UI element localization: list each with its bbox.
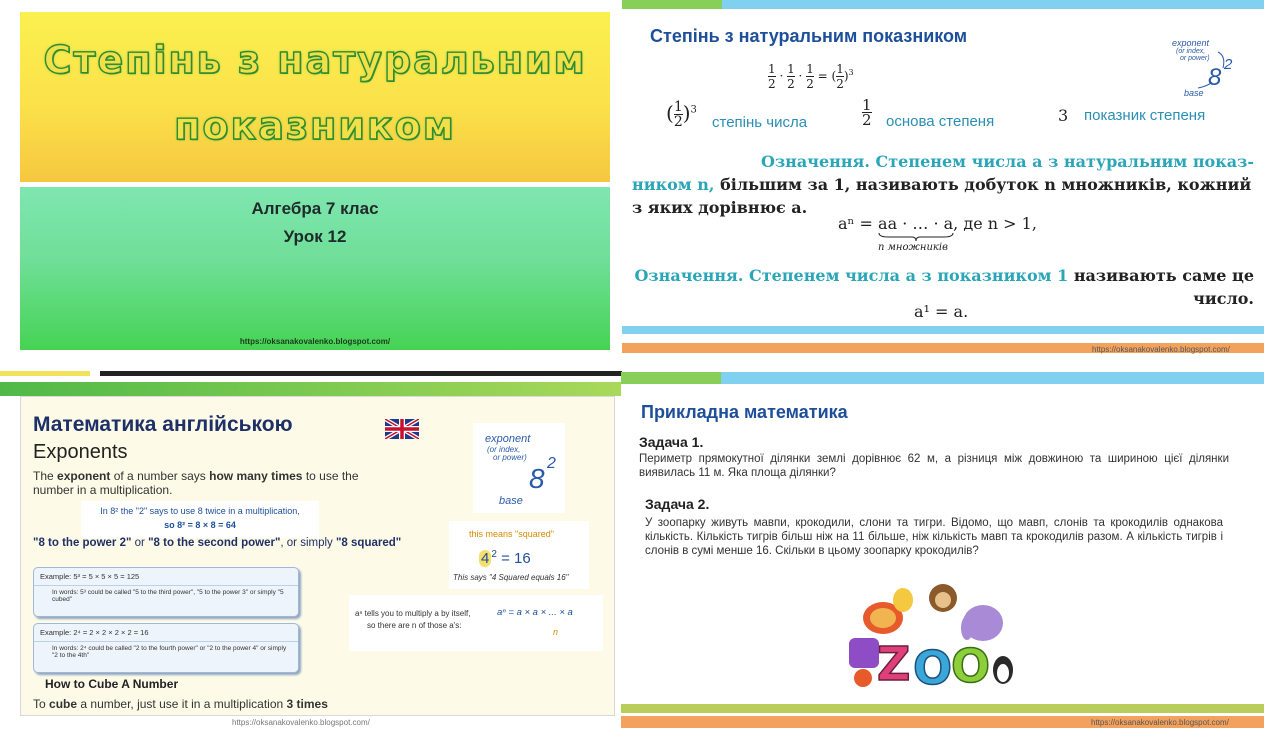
slide-1[interactable] [0,0,622,360]
definition-1-label: Означення. [761,152,870,171]
en-diagram-base: base [499,495,523,507]
zoo-letter-o2: O [951,639,991,693]
diagram-base-label: base [1184,88,1204,98]
an-n: n [553,627,559,637]
box-2-title: Example: 2⁴ = 2 × 2 × 2 × 2 = 16 [34,624,298,642]
s4-top-stripe-blue [721,372,1264,384]
squared-eq: = 16 [501,550,531,567]
example-8-squared [81,501,319,538]
slide-1-title-line-1: Степінь з натуральним [43,38,587,82]
phrase-3: "8 squared" [335,537,402,549]
definition-1-teal-2: ником n, [632,175,715,194]
power-exp: 3 [690,104,697,116]
en-diagram-eight: 8 [529,463,545,494]
definition-2-label: Означення. [634,266,744,285]
definition-1-rest: більшим за 1, називають добуток n множників, кожний з яких дорівнює a. [632,175,1252,217]
example-box-2-fourth [33,623,299,673]
diagram-arrows [1168,38,1248,100]
an-line-1: aⁿ tells you to multiply a by itself, [355,609,471,618]
top-stripe-blue [722,0,1264,9]
bottom-stripe-blue [622,326,1264,334]
formula-2: a¹ = a. [914,302,969,321]
power-den: 2 [673,114,683,130]
slide-1-title-line-2: показником [174,104,456,148]
slide-2-title: Степінь з натуральним показником [650,26,968,46]
task-1-title: Задача 1. [639,434,704,450]
task-2-title: Задача 2. [645,496,710,512]
example-8-line-2: so 8² = 8 × 8 = 64 [164,520,236,530]
cube-text [33,697,328,711]
slide-1-url: https://oksanakovalenko.blogspot.com/ [239,337,391,346]
phrase-2: "8 to the second power" [148,537,281,549]
label-base: основа степеня [886,113,995,130]
squared-caption: This says "4 Squared equals 16" [453,573,569,582]
uk-flag-icon [385,419,419,439]
cube-times: 3 times [286,697,328,711]
formula-1: aⁿ = aa · … · a, де n > 1, [838,214,1037,233]
a-power-n-box [349,595,603,651]
definition-2-teal: Степенем числа a з показником 1 [749,266,1069,285]
base-example: $\frac{1}{2}$ [862,96,872,129]
slide-1-course: Алгебра 7 клас [251,199,379,218]
product-formula: $\frac{1}{2}$ · $\frac{1}{2}$ · $\frac{1}{2}$ = ( $\frac{1}{2}$ )$^3$ [768,62,854,91]
slide-3-header-stripe [0,371,90,376]
intro-post: to use the number in a multiplication. [33,469,359,497]
slide-3-title: Математика англійською [33,413,293,436]
intro-mid: of a number says [113,469,206,483]
zoo-animals-picture [843,578,1021,698]
intro-pre: The [33,469,54,483]
box-2-text: In words: 2⁴ could be called "2 to the fourth power" or "2 to the power 4" or simply "2 to the 4th" [52,645,287,659]
top-stripe-green [622,0,722,9]
definition-1 [632,150,1254,219]
en-diagram-exponent: exponent [485,433,531,445]
example-box-5-cubed [33,567,299,617]
definition-1-teal: Степенем числа a з натуральним показ- [875,152,1254,171]
cube-mid: a number, just use it in a multiplication [80,697,284,711]
cube-title: How to Cube A Number [45,677,179,691]
slide-2-url: https://oksanakovalenko.blogspot.com/ [1092,345,1230,354]
slide-4-url: https://oksanakovalenko.blogspot.com/ [1091,718,1229,727]
power-example: ( $\frac{1}{2}$ )$^3$ [666,99,697,130]
zoo-logo-text: ZOO [903,694,906,695]
cube-bold: cube [49,697,78,711]
formula-1-underlabel: n множників [878,242,948,253]
task-2-text: У зоопарку живуть мавпи, крокодили, слони та тигри. Відомо, що мавп, слонів та крокодилів однакова кількість. Кількість тигрів більш ніж на 11 більше, ніж кількість мавп та крокодилів разом. А кількість тигрів і слонів в сумі менше 16. Скільки в цьому зоопарку крокодилів? [645,517,1223,557]
an-line-2: so there are n of those a's: [367,621,462,630]
diagram-exponent-number: 2 [1224,56,1233,73]
underbrace [878,232,954,242]
definition-2-rest: називають саме це число. [1073,266,1254,308]
slide-1-subtitle-panel [20,187,610,350]
phrase-line [33,537,401,549]
intro-bold-2: how many times [209,469,303,483]
power-num: 1 [673,99,683,115]
squared-base: 4 [481,550,490,567]
slide-3-header-stripe-green [0,382,622,396]
slide-2[interactable] [622,0,1264,354]
zoo-letter-o1: O [913,641,953,695]
diagram-exponent-label: exponent [1172,38,1210,48]
label-exponent: показник степеня [1084,107,1206,124]
phrase-1: "8 to the power 2" [33,537,132,549]
en-diagram-two: 2 [547,455,556,472]
squared-note: this means "squared" [469,529,554,539]
phrase-or-1: or [131,537,149,549]
slide-4-title: Прикладна математика [641,402,848,422]
box-1-title: Example: 5³ = 5 × 5 × 5 = 125 [34,568,298,586]
en-diagram-index: (or index, [487,445,521,454]
an-formula: aⁿ = a × a × ... × a [497,607,573,618]
squared-formula [479,549,531,567]
phrase-or-2: , or simply [280,537,336,549]
slide-4[interactable] [621,372,1264,728]
slide-3[interactable] [20,396,615,716]
intro-bold-1: exponent [57,469,111,483]
task-1-text: Периметр прямокутної ділянки землі дорівнює 62 м, а різниця між довжиною та шириною цієї ділянки виявилась 11 м. Яка площа ділянки? [639,453,1229,479]
slide-1-lesson: Урок 12 [283,227,347,246]
diagram-power-label: or power) [1180,55,1210,62]
slide-3-subtitle: Exponents [33,441,128,463]
slide-1-title-panel [20,12,610,182]
zoo-letter-z: Z [877,637,911,691]
box-1-text: In words: 5³ could be called "5 to the third power", "5 to the power 3" or simply "5 cubed" [52,589,284,603]
s4-top-stripe-green [621,372,721,384]
squared-exp: 2 [491,549,497,560]
exponent-intro [33,469,383,497]
slide-3-url: https://oksanakovalenko.blogspot.com/ [232,718,370,727]
label-power: степінь числа [712,114,808,131]
example-8-line-1: In 8² the "2" says to use 8 twice in a multiplication, [100,506,300,516]
diagram-index-label: (or index, [1176,48,1206,55]
squared-example [449,521,589,589]
s4-bottom-stripe-green [621,704,1264,713]
en-diagram-power: or power) [493,453,527,462]
exponent-diagram [1168,38,1248,100]
cube-pre: To [33,697,46,711]
exponent-example: 3 [1058,106,1069,125]
english-exponent-diagram [473,423,565,513]
diagram-base-number: 8 [1208,64,1222,91]
slide-3-header-stripe-dark [100,371,622,376]
